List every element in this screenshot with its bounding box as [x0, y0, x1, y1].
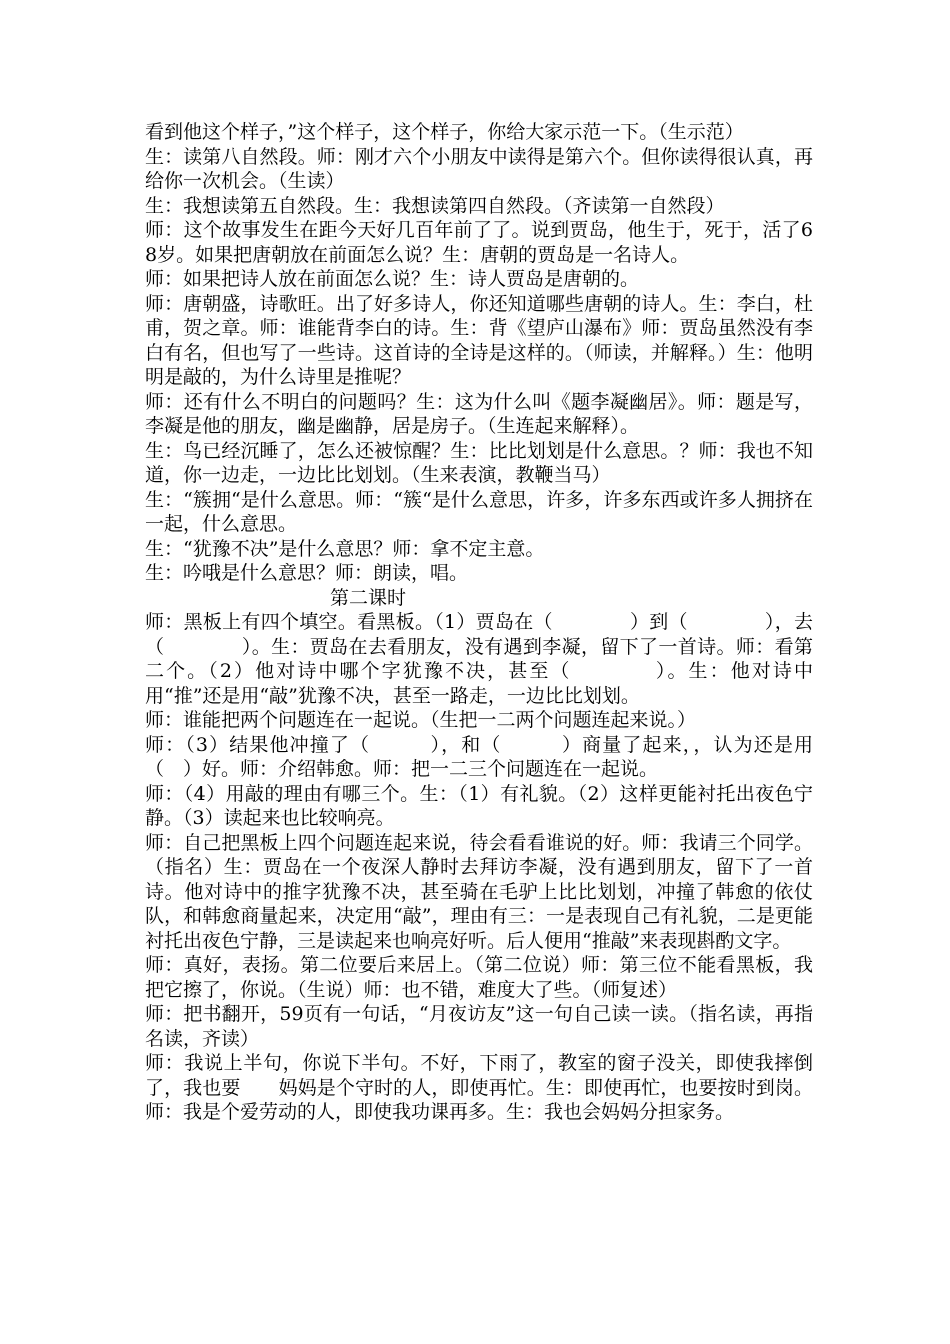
paragraph: 师：黑板上有四个填空。看黑板。（1）贾岛在（ ）到（ ），去（ ）。生：贾岛在去看朋友，没有遇到李凝，留下了一首诗。师：看第二个。（2）他对诗中哪个字犹豫不决，甚至（ ）。生：他对诗中用“推”还是用“敲”犹豫不决，甚至一路走，一边比比划划。 [145, 611, 813, 707]
section-heading: 第二课时 [330, 586, 407, 609]
paragraph: 师：（3）结果他冲撞了（ ），和（ ）商量了起来，，认为还是用（ ）好。师：介绍韩愈。师：把一二三个问题连在一起说。 [145, 733, 813, 780]
paragraph: 师：谁能把两个问题连在一起说。（生把一二两个问题连起来说。） [145, 709, 697, 731]
paragraph: 师：把书翻开，59页有一句话，“月夜访友”这一句自己读一读。（指名读，再指名读，齐读） [145, 1003, 813, 1050]
paragraph: 师：唐朝盛，诗歌旺。出了好多诗人，你还知道哪些唐朝的诗人。生：李白，杜甫，贺之章。师：谁能背李白的诗。生：背《望庐山瀑布》师：贾岛虽然没有李白有名，但也写了一些诗。这首诗的全诗是这样的。（师读，并解释。）生：他明明是敲的，为什么诗里是推呢？ [145, 292, 813, 388]
paragraph: 看到他这个样子，”这个样子，这个样子，你给大家示范一下。（生示范） [145, 121, 744, 143]
paragraph: 师：我说上半句，你说下半句。不好，下雨了，教室的窗子没关，即使我摔倒了，我也要 妈妈是个守时的人，即使再忙。生：即使再忙，也要按时到岗。师：我是个爱劳动的人，即使我功课再多。生：我也会妈妈分担家务。 [145, 1052, 813, 1123]
document-body [145, 120, 813, 1125]
paragraph: 师：真好，表扬。第二位要后来居上。（第二位说）师：第三位不能看黑板，我把它擦了，你说。（生说）师：也不错，难度大了些。（师复述） [145, 954, 813, 1001]
paragraph: 师：这个故事发生在距今天好几百年前了了。说到贾岛，他生于，死于，活了68岁。如果把唐朝放在前面怎么说？生：唐朝的贾岛是一名诗人。 [145, 219, 813, 266]
paragraph: 师：（4）用敲的理由有哪三个。生：（1）有礼貌。（2）这样更能衬托出夜色宁静。（3）读起来也比较响亮。 [145, 782, 813, 829]
paragraph: 生：“簇拥“是什么意思。师：“簇“是什么意思，许多，许多东西或许多人拥挤在一起，什么意思。 [145, 488, 813, 535]
paragraph: 生：读第八自然段。师：刚才六个小朋友中读得是第六个。但你读得很认真，再给你一次机会。（生读） [145, 145, 813, 192]
paragraph: 生：“犹豫不决”是什么意思？师：拿不定主意。 [145, 537, 545, 560]
paragraph: 生：我想读第五自然段。生：我想读第四自然段。（齐读第一自然段） [145, 194, 725, 217]
paragraph: 生：吟哦是什么意思？师：朗读，唱。 [145, 562, 469, 584]
paragraph: 师：还有什么不明白的问题吗？生：这为什么叫《题李凝幽居》。师：题是写，李凝是他的朋友，幽是幽静，居是房子。（生连起来解释）。 [145, 390, 813, 437]
paragraph: 生：鸟已经沉睡了，怎么还被惊醒？生：比比划划是什么意思。？师：我也不知道，你一边走，一边比比划划。（生来表演，教鞭当马） [145, 439, 813, 486]
paragraph: 师：如果把诗人放在前面怎么说？生：诗人贾岛是唐朝的。 [145, 268, 640, 290]
paragraph: 师：自己把黑板上四个问题连起来说，待会看看谁说的好。师：我请三个同学。（指名）生：贾岛在一个夜深人静时去拜访李凝，没有遇到朋友，留下了一首诗。他对诗中的推字犹豫不决，甚至骑在毛驴上比比划划，冲撞了韩愈的依仗队，和韩愈商量起来，决定用“敲”，理由有三：一是表现自己有礼貌，二是更能衬托出夜色宁静，三是读起来也响亮好听。后人便用“推敲”来表现斟酌文字。 [145, 831, 813, 952]
